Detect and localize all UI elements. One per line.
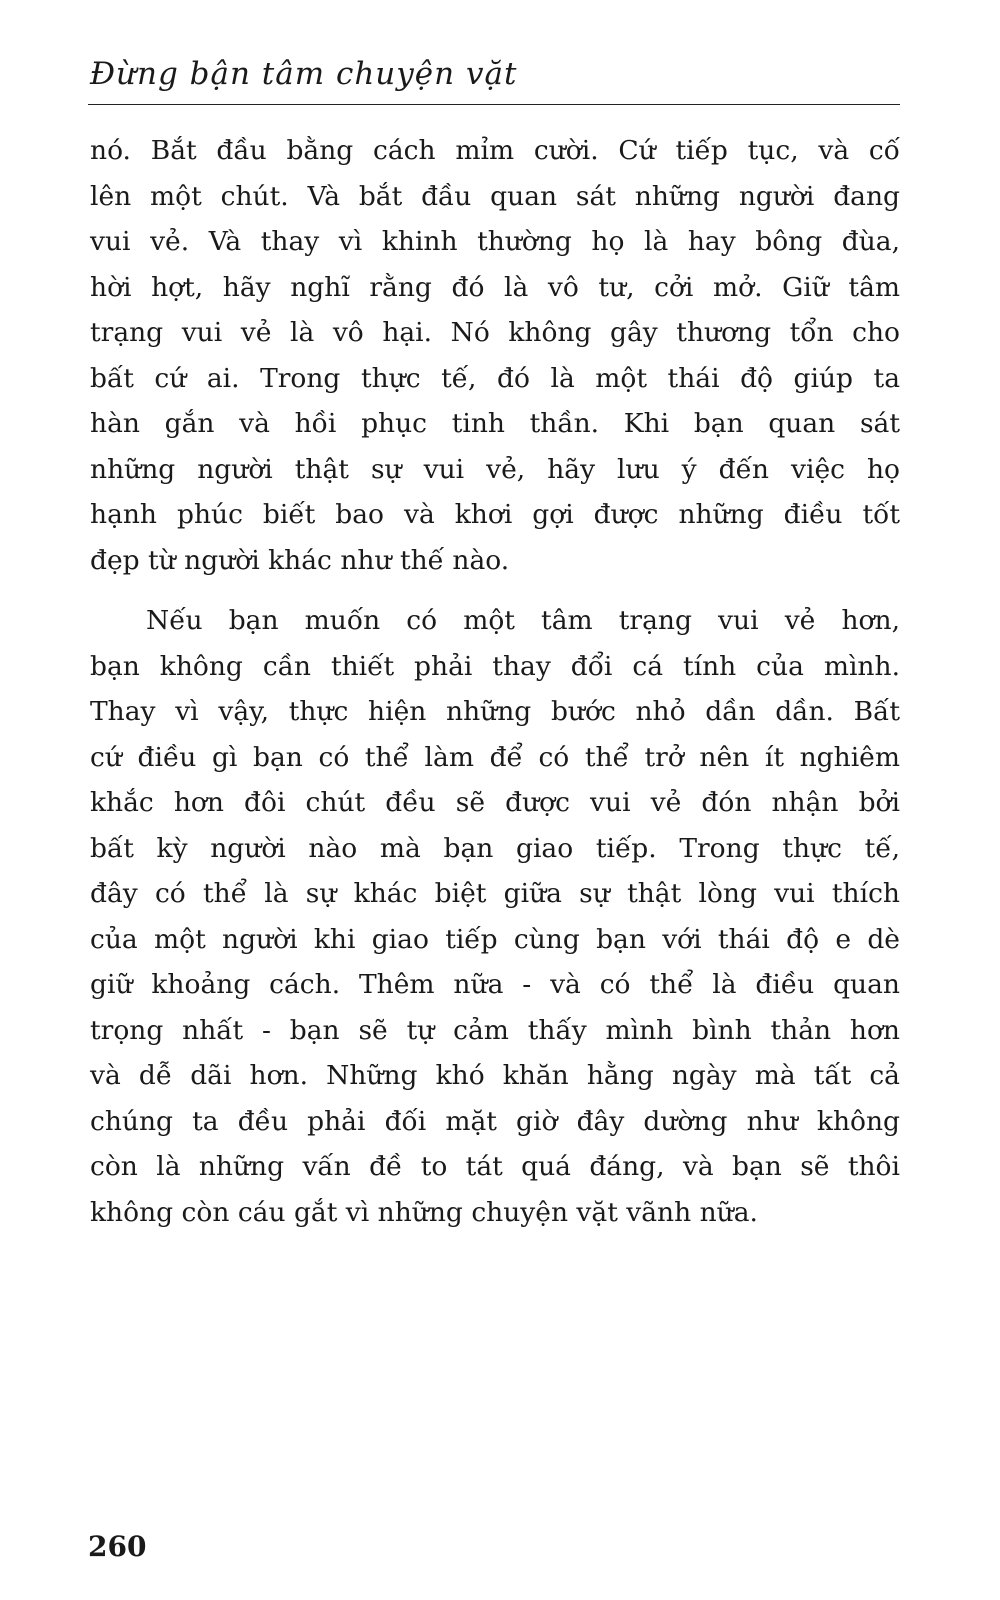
text-line: không còn cáu gắt vì những chuyện vặt vãnh nữa. [90, 1196, 758, 1228]
text-line: hạnh phúc biết bao và khơi gợi được những điều tốt [90, 499, 900, 530]
text-line: trạng vui vẻ là vô hại. Nó không gây thương tổn cho [90, 317, 900, 348]
text-line: cứ điều gì bạn có thể làm để có thể trở nên ít nghiêm [90, 741, 900, 773]
text-line: vui vẻ. Và thay vì khinh thường họ là hay bông đùa, [90, 226, 900, 257]
text-line: hời hợt, hãy nghĩ rằng đó là vô tư, cởi mở. Giữ tâm [90, 271, 900, 303]
book-title: Đừng bận tâm chuyện vặt [90, 56, 518, 92]
page-number: 260 [88, 1530, 147, 1563]
text-line: lên một chút. Và bắt đầu quan sát những người đang [90, 180, 900, 212]
running-header [88, 52, 900, 105]
paragraph-2 [90, 598, 900, 1235]
body-text [90, 128, 900, 1235]
text-line: và dễ dãi hơn. Những khó khăn hằng ngày mà tất cả [90, 1060, 900, 1091]
text-line: đẹp từ người khác như thế nào. [90, 544, 510, 576]
text-line: còn là những vấn đề to tát quá đáng, và bạn sẽ thôi [90, 1151, 900, 1182]
text-line: nó. Bắt đầu bằng cách mỉm cười. Cứ tiếp tục, và cố [90, 135, 900, 166]
text-line: của một người khi giao tiếp cùng bạn với thái độ e dè [90, 923, 900, 955]
text-line: bất kỳ người nào mà bạn giao tiếp. Trong thực tế, [90, 832, 900, 864]
text-line: những người thật sự vui vẻ, hãy lưu ý đến việc họ [90, 453, 900, 485]
text-line: Thay vì vậy, thực hiện những bước nhỏ dần dần. Bất [90, 696, 900, 727]
text-line: trọng nhất - bạn sẽ tự cảm thấy mình bình thản hơn [90, 1014, 900, 1046]
text-line: bất cứ ai. Trong thực tế, đó là một thái độ giúp ta [90, 362, 900, 394]
text-line: khắc hơn đôi chút đều sẽ được vui vẻ đón nhận bởi [90, 787, 900, 818]
text-line: Nếu bạn muốn có một tâm trạng vui vẻ hơn, [146, 605, 900, 636]
paragraph-1 [90, 128, 900, 583]
text-line: đây có thể là sự khác biệt giữa sự thật lòng vui thích [90, 878, 900, 909]
text-line: hàn gắn và hồi phục tinh thần. Khi bạn quan sát [90, 408, 900, 439]
text-line: giữ khoảng cách. Thêm nữa - và có thể là điều quan [90, 969, 900, 1000]
text-line: bạn không cần thiết phải thay đổi cá tính của mình. [90, 650, 900, 682]
text-line: chúng ta đều phải đối mặt giờ đây dường như không [90, 1105, 900, 1137]
